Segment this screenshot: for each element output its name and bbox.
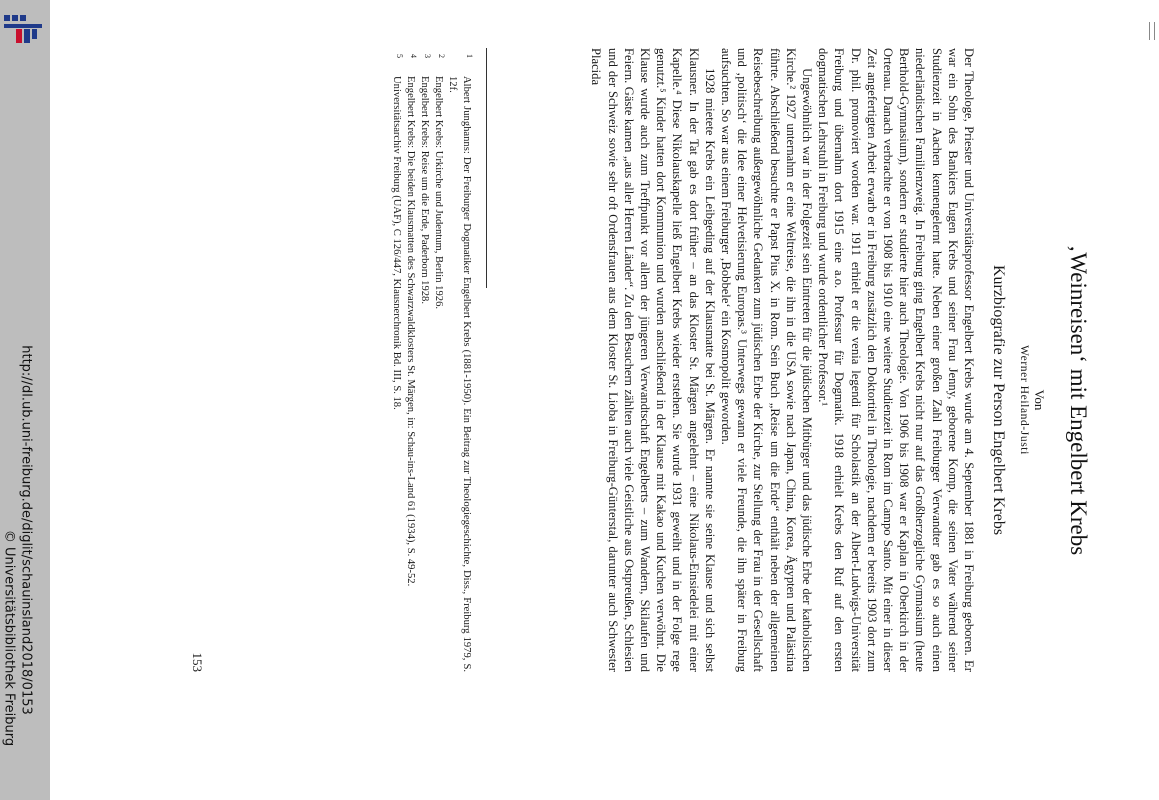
footnote xyxy=(445,48,473,672)
footnote-text: Engelbert Krebs: Urkirche und Judentum, Berlin 1926. xyxy=(433,76,444,310)
footnote xyxy=(389,48,403,672)
author-prefix: Von xyxy=(1032,389,1047,411)
footnotes xyxy=(389,48,473,672)
sidebar-strip xyxy=(0,0,50,800)
footnote-text: Albert Junghanns: Der Freiburger Dogmatiker Engelbert Krebs (1881-1950). Ein Beitrag zur Theologiegeschichte, Diss., Freiburg 1979, S. 12f. xyxy=(447,76,472,672)
footnote-number: 2 xyxy=(437,54,446,58)
page-number: 153 xyxy=(190,652,205,672)
footnote xyxy=(417,48,431,672)
footnote-number: 1 xyxy=(465,54,474,58)
document-url[interactable]: http://dl.ub.uni-freiburg.de/diglit/schauinsland2018/0153 xyxy=(18,345,34,715)
footnote-divider xyxy=(486,48,487,288)
copyright-notice: © Universitätsbibliothek Freiburg xyxy=(1,529,17,747)
author-name: Werner Heiland-Justi xyxy=(1018,345,1030,455)
article-body xyxy=(588,48,977,672)
footnote-text: Universitätsarchiv Freiburg (UAF), C 126/447, Klausnerchronik Bd. III, S. 18. xyxy=(391,76,402,410)
corner-mark xyxy=(1149,22,1155,40)
footnote xyxy=(403,48,417,672)
footnote-number: 5 xyxy=(395,54,404,58)
article-title: ‚Weinreisen‘ mit Engelbert Krebs xyxy=(1066,244,1091,556)
uni-freiburg-logo-icon xyxy=(2,12,42,46)
footnote-number: 4 xyxy=(409,54,418,58)
body-paragraph: Ungewöhnlich war in der Folgezeit sein Eintreten für die jüdischen Mitbürger und das jüdische Erbe der katholischen Kirche.² 1927 unternahm er eine Weltreise, die ihn in die USA sowie nach Japan, China, Korea, Ägypten und Palästina führte. Abschließend besuchte er Papst Pius X. in Rom. Sein Buch „Reise um die Erde“ enthält neben der allgemeinen Reisebeschreibung außergewöhnliche Gedanken zum jüdischen Erbe der Kirche, zur Stellung der Frau in der Gesellschaft und ‚politisch‘ die Idee einer Helvetisierung Europas.³ Unterwegs gewann er viele Freunde, die ihn später in Freiburg aufsuchten. So war aus einem Freiburger ‚Bobbele‘ ein Kosmopolit geworden. xyxy=(718,48,814,672)
footnote xyxy=(431,48,445,672)
article-subtitle: Kurzbiografie zur Person Engelbert Krebs xyxy=(990,264,1007,536)
document-page xyxy=(105,0,1105,800)
footnote-number: 3 xyxy=(423,54,432,58)
body-paragraph: 1928 mietete Krebs ein Leibgeding auf der Klausmatte bei St. Märgen. Er nannte sie seine Klause und sich selbst Klausner. In der Tat gab es dort früher – an das Kloster St. Märgen angelehnt – eine Nikolaus-Einsiedelei mit einer Kapelle.⁴ Diese Nikolauskapelle ließ Engelbert Krebs wieder erstehen. Sie wurde 1931 geweiht und in der Folge rege genutzt.⁵ Kinder hatten dort Kommunion und wurden anschließend in der Klause mit Kakao und Kuchen verwöhnt. Die Klause wurde auch zum Treffpunkt vor allem der jüngeren Verwandtschaft Engelberts – zum Wandern, Skilaufen und Feiern. Gäste kamen „aus aller Herren Länder“. Zu den Besuchern zählten auch viele Geistliche aus Ostpreußen, Schlesien und der Schweiz sowie sehr oft Ordensfrauen aus dem Kloster St. Lioba in Freiburg-Günterstal, darunter auch Schwester Placida xyxy=(589,48,717,672)
body-paragraph: Der Theologe, Priester und Universitätsprofessor Engelbert Krebs wurde am 4. September 1881 in Freiburg geboren. Er war ein Sohn des Bankiers Eugen Krebs und seiner Frau Jenny, geborene Komp, die seinen Vater während seiner Studienzeit in Aachen kennengelernt hatte. Neben einer großen Zahl Freiburger Verwandter gab es so auch einen niederländischen Familienzweig. In Freiburg ging Engelbert Krebs nicht nur auf das Großherzogliche Gymnasium (heute Berthold-Gymnasium), sondern er studierte hier auch Theologie. Von 1906 bis 1908 war er Kaplan in Oberkirch in der Ortenau. Danach verbrachte er von 1908 bis 1910 eine weitere Studienzeit in Rom im Campo Santo. Mit einer in dieser Zeit angefertigten Arbeit erwarb er in Freiburg zusätzlich den Doktortitel in Theologie, nachdem er bereits 1903 dort zum Dr. phil. promoviert worden war. 1911 erhielt er die venia legendi für Scholastik an der Albert-Ludwigs-Universität Freiburg und übernahm dort 1915 eine a.o. Professur für Dogmatik. 1918 erhielt Krebs den Ruf auf den ersten dogmatischen Lehrstuhl in Freiburg und wurde ordentlicher Professor.¹ xyxy=(816,48,976,672)
footnote-text: Engelbert Krebs: Reise um die Erde, Paderborn 1928. xyxy=(419,76,430,304)
footnote-text: Engelbert Krebs: Die beiden Klausmatten des Schwarzwaldklosters St. Märgen, in: Schau-ins-Land 61 (1934), S. 49-52. xyxy=(405,76,416,587)
